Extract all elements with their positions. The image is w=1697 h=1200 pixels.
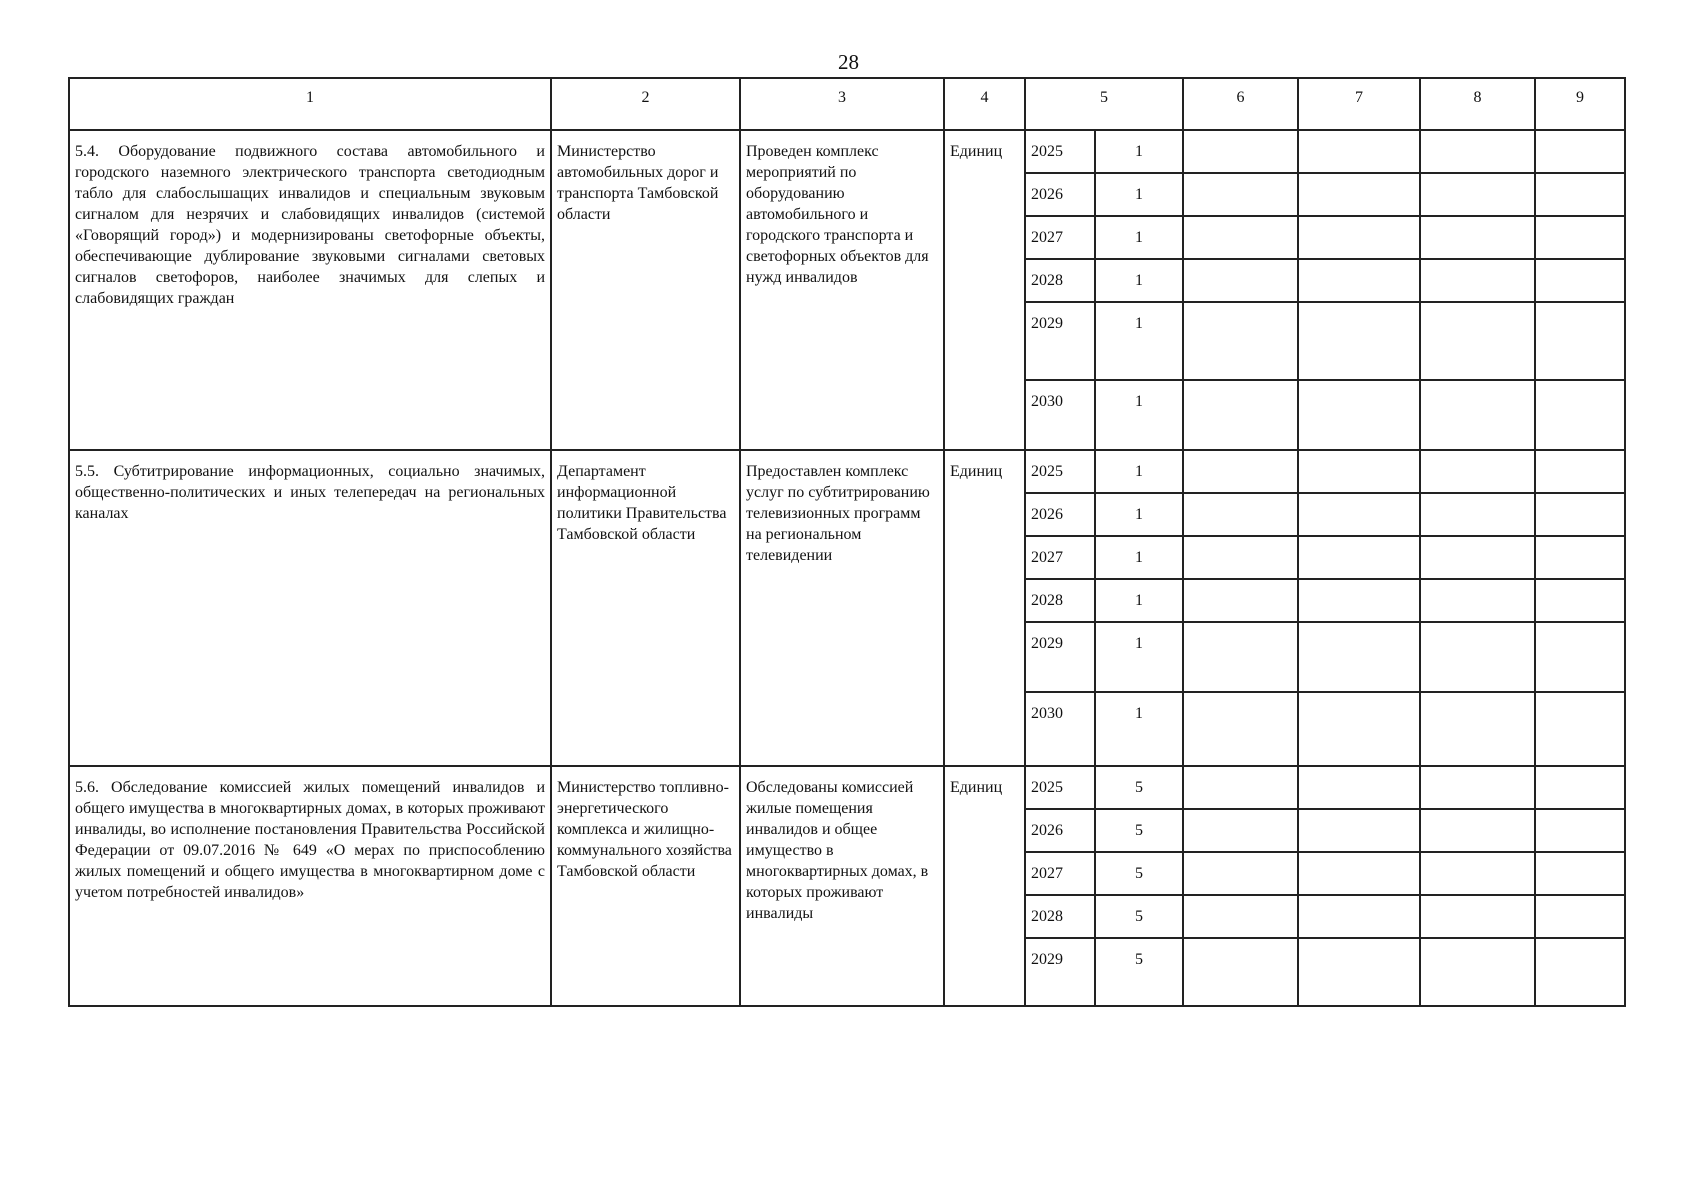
empty-cell-col-8	[1420, 493, 1535, 536]
unit-cell: Единиц	[944, 450, 1025, 766]
empty-cell-col-9	[1535, 938, 1625, 1006]
header-col-3: 3	[740, 78, 944, 130]
value-cell: 5	[1095, 809, 1183, 852]
empty-cell-col-7	[1298, 579, 1420, 622]
result-cell: Проведен комплекс мероприятий по оборудованию автомобильного и городского транспорта и светофорных объектов для нужд инвалидов	[740, 130, 944, 450]
unit-cell: Единиц	[944, 766, 1025, 1006]
empty-cell-col-9	[1535, 852, 1625, 895]
empty-cell-col-7	[1298, 536, 1420, 579]
empty-cell-col-7	[1298, 493, 1420, 536]
header-row	[69, 78, 1625, 130]
empty-cell-col-8	[1420, 852, 1535, 895]
empty-cell-col-7	[1298, 450, 1420, 493]
empty-cell-col-7	[1298, 173, 1420, 216]
executor-cell: Министерство топливно-энергетического комплекса и жилищно-коммунального хозяйства Тамбовской области	[551, 766, 740, 1006]
header-col-6: 6	[1183, 78, 1298, 130]
empty-cell-col-6	[1183, 216, 1298, 259]
empty-cell-col-7	[1298, 938, 1420, 1006]
value-cell: 1	[1095, 692, 1183, 766]
year-cell: 2027	[1025, 536, 1095, 579]
empty-cell-col-8	[1420, 450, 1535, 493]
measure-cell: 5.5. Субтитрирование информационных, социально значимых, общественно-политических и иных телепередач на региональных каналах	[69, 450, 551, 766]
header-col-7: 7	[1298, 78, 1420, 130]
empty-cell-col-9	[1535, 259, 1625, 302]
year-cell: 2027	[1025, 852, 1095, 895]
empty-cell-col-9	[1535, 216, 1625, 259]
empty-cell-col-6	[1183, 692, 1298, 766]
empty-cell-col-9	[1535, 536, 1625, 579]
value-cell: 1	[1095, 622, 1183, 692]
value-cell: 5	[1095, 766, 1183, 809]
empty-cell-col-7	[1298, 692, 1420, 766]
year-cell: 2028	[1025, 579, 1095, 622]
table-row	[69, 130, 1625, 173]
empty-cell-col-8	[1420, 130, 1535, 173]
empty-cell-col-8	[1420, 692, 1535, 766]
empty-cell-col-7	[1298, 380, 1420, 450]
value-cell: 1	[1095, 536, 1183, 579]
year-cell: 2029	[1025, 622, 1095, 692]
value-cell: 1	[1095, 302, 1183, 380]
empty-cell-col-9	[1535, 579, 1625, 622]
value-cell: 1	[1095, 579, 1183, 622]
empty-cell-col-6	[1183, 173, 1298, 216]
unit-cell: Единиц	[944, 130, 1025, 450]
executor-cell: Департамент информационной политики Правительства Тамбовской области	[551, 450, 740, 766]
value-cell: 1	[1095, 130, 1183, 173]
empty-cell-col-9	[1535, 622, 1625, 692]
header-col-1: 1	[69, 78, 551, 130]
year-cell: 2026	[1025, 809, 1095, 852]
year-cell: 2026	[1025, 173, 1095, 216]
table-row	[69, 766, 1625, 809]
year-cell: 2028	[1025, 895, 1095, 938]
measure-cell: 5.4. Оборудование подвижного состава автомобильного и городского наземного электрического транспорта светодиодным табло для слабослышащих инвалидов и специальным звуковым сигналом для незрячих и слабовидящих инвалидов (системой «Говорящий город») и модернизированы светофорные объекты, обеспечивающие дублирование звуковыми сигналами световых сигналов светофоров, наиболее значимых для слепых и слабовидящих граждан	[69, 130, 551, 450]
empty-cell-col-6	[1183, 536, 1298, 579]
empty-cell-col-7	[1298, 895, 1420, 938]
empty-cell-col-9	[1535, 450, 1625, 493]
value-cell: 1	[1095, 216, 1183, 259]
year-cell: 2030	[1025, 692, 1095, 766]
empty-cell-col-6	[1183, 579, 1298, 622]
measure-cell: 5.6. Обследование комиссией жилых помещений инвалидов и общего имущества в многоквартирных домах, в которых проживают инвалиды, во исполнение постановления Правительства Российской Федерации от 09.07.2016 № 649 «О мерах по приспособлению жилых помещений и общего имущества в многоквартирном доме с учетом потребностей инвалидов»	[69, 766, 551, 1006]
empty-cell-col-8	[1420, 259, 1535, 302]
value-cell: 5	[1095, 852, 1183, 895]
empty-cell-col-9	[1535, 493, 1625, 536]
value-cell: 1	[1095, 450, 1183, 493]
empty-cell-col-6	[1183, 938, 1298, 1006]
empty-cell-col-9	[1535, 809, 1625, 852]
empty-cell-col-7	[1298, 302, 1420, 380]
year-cell: 2025	[1025, 450, 1095, 493]
value-cell: 1	[1095, 380, 1183, 450]
value-cell: 1	[1095, 493, 1183, 536]
empty-cell-col-8	[1420, 536, 1535, 579]
result-cell: Предоставлен комплекс услуг по субтитрированию телевизионных программ на региональном телевидении	[740, 450, 944, 766]
empty-cell-col-7	[1298, 259, 1420, 302]
empty-cell-col-8	[1420, 938, 1535, 1006]
measures-table	[68, 77, 1626, 1007]
empty-cell-col-8	[1420, 380, 1535, 450]
year-cell: 2028	[1025, 259, 1095, 302]
header-col-2: 2	[551, 78, 740, 130]
year-cell: 2027	[1025, 216, 1095, 259]
empty-cell-col-9	[1535, 302, 1625, 380]
empty-cell-col-8	[1420, 895, 1535, 938]
empty-cell-col-9	[1535, 895, 1625, 938]
empty-cell-col-8	[1420, 766, 1535, 809]
header-col-4: 4	[944, 78, 1025, 130]
empty-cell-col-9	[1535, 380, 1625, 450]
empty-cell-col-6	[1183, 809, 1298, 852]
executor-cell: Министерство автомобильных дорог и транспорта Тамбовской области	[551, 130, 740, 450]
empty-cell-col-7	[1298, 766, 1420, 809]
table-body	[69, 130, 1625, 1006]
empty-cell-col-6	[1183, 450, 1298, 493]
empty-cell-col-9	[1535, 692, 1625, 766]
empty-cell-col-8	[1420, 302, 1535, 380]
empty-cell-col-7	[1298, 622, 1420, 692]
empty-cell-col-6	[1183, 895, 1298, 938]
year-cell: 2025	[1025, 130, 1095, 173]
year-cell: 2029	[1025, 938, 1095, 1006]
empty-cell-col-6	[1183, 302, 1298, 380]
empty-cell-col-9	[1535, 173, 1625, 216]
value-cell: 1	[1095, 173, 1183, 216]
table-row	[69, 450, 1625, 493]
empty-cell-col-6	[1183, 259, 1298, 302]
empty-cell-col-8	[1420, 622, 1535, 692]
empty-cell-col-9	[1535, 130, 1625, 173]
empty-cell-col-8	[1420, 809, 1535, 852]
empty-cell-col-8	[1420, 173, 1535, 216]
empty-cell-col-8	[1420, 216, 1535, 259]
empty-cell-col-7	[1298, 216, 1420, 259]
empty-cell-col-6	[1183, 766, 1298, 809]
year-cell: 2025	[1025, 766, 1095, 809]
header-col-5: 5	[1025, 78, 1183, 130]
empty-cell-col-6	[1183, 493, 1298, 536]
empty-cell-col-6	[1183, 380, 1298, 450]
value-cell: 5	[1095, 895, 1183, 938]
header-col-8: 8	[1420, 78, 1535, 130]
empty-cell-col-7	[1298, 130, 1420, 173]
empty-cell-col-6	[1183, 622, 1298, 692]
empty-cell-col-6	[1183, 130, 1298, 173]
result-cell: Обследованы комиссией жилые помещения инвалидов и общее имущество в многоквартирных домах, в которых проживают инвалиды	[740, 766, 944, 1006]
empty-cell-col-7	[1298, 809, 1420, 852]
header-col-9: 9	[1535, 78, 1625, 130]
empty-cell-col-7	[1298, 852, 1420, 895]
empty-cell-col-9	[1535, 766, 1625, 809]
empty-cell-col-6	[1183, 852, 1298, 895]
page-number: 28	[838, 50, 859, 74]
year-cell: 2026	[1025, 493, 1095, 536]
year-cell: 2030	[1025, 380, 1095, 450]
value-cell: 5	[1095, 938, 1183, 1006]
year-cell: 2029	[1025, 302, 1095, 380]
empty-cell-col-8	[1420, 579, 1535, 622]
value-cell: 1	[1095, 259, 1183, 302]
